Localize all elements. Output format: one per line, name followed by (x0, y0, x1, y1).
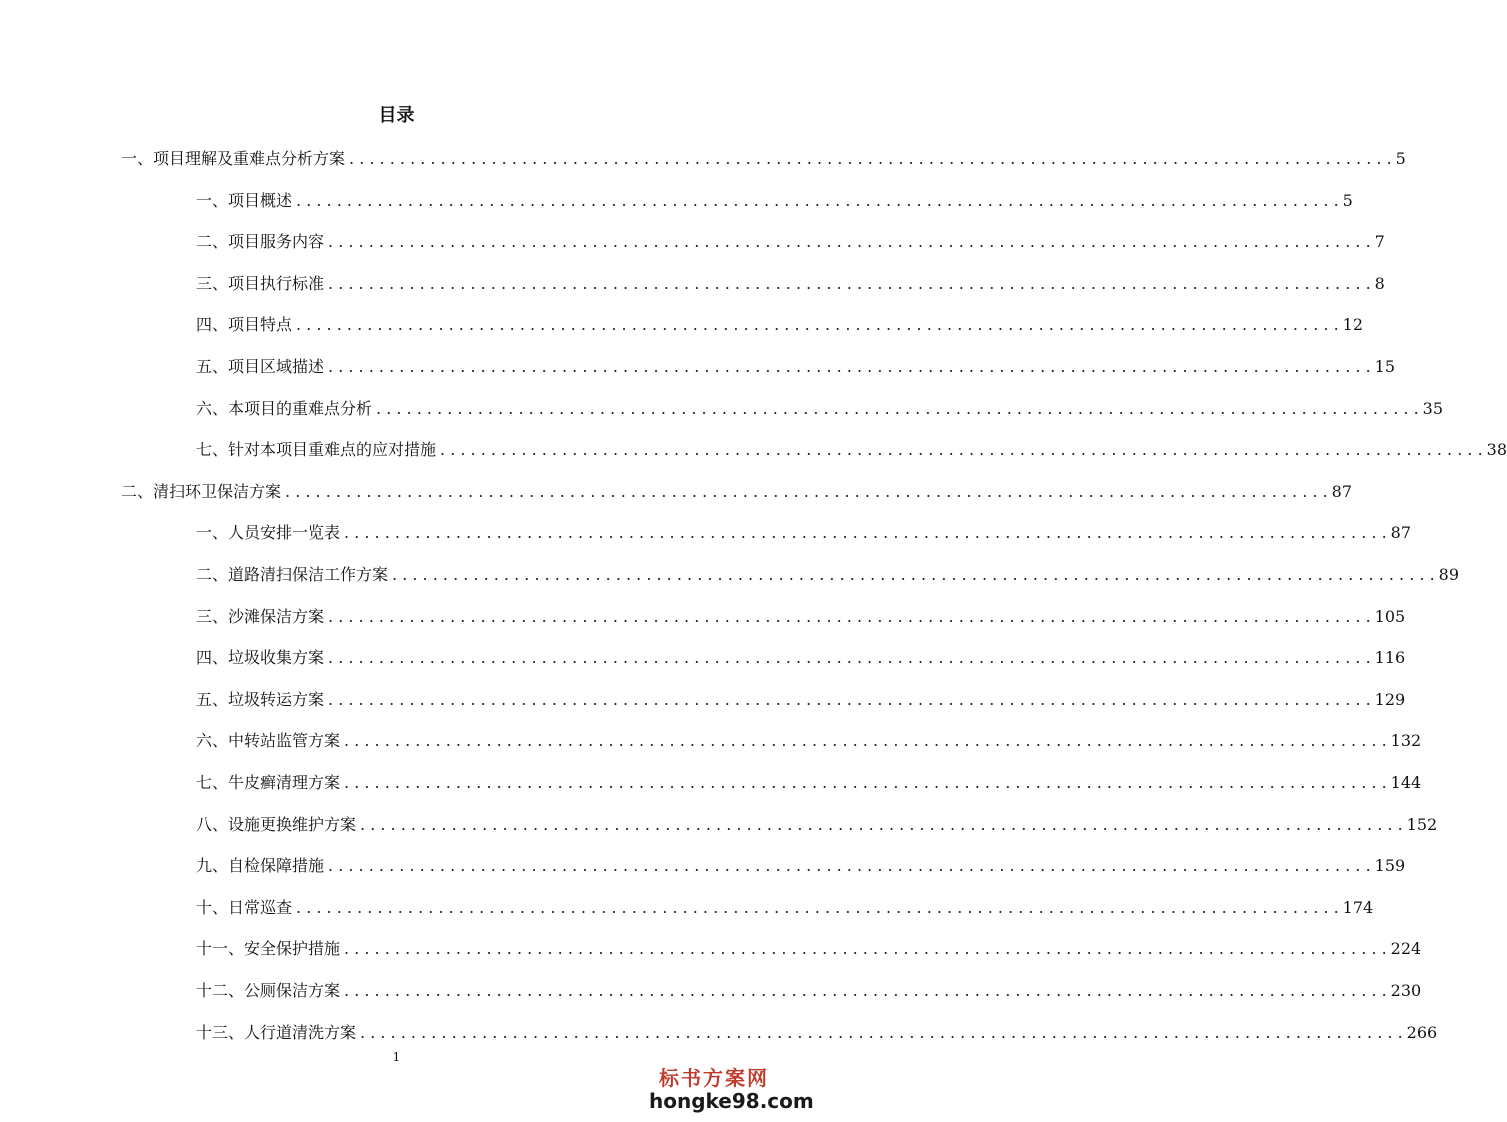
toc-entry[interactable] (196, 230, 1385, 254)
toc-entry-dot-leader (296, 313, 1339, 337)
toc-entry-number: 九、 (196, 856, 229, 876)
toc-entry-dot-leader (392, 563, 1435, 587)
toc-entry-dot-leader (344, 521, 1387, 545)
toc-entry-label: 设施更换维护方案 (228, 814, 357, 834)
toc-entry[interactable] (196, 397, 1444, 421)
toc-title: 目录 (378, 105, 415, 126)
toc-entry-number: 二、 (121, 481, 154, 501)
toc-entry-number: 五、 (196, 357, 229, 376)
toc-entry-number: 四、 (196, 315, 229, 335)
toc-entry-label: 牛皮癣清理方案 (228, 773, 341, 792)
toc-entry-number: 一、 (196, 190, 229, 210)
toc-entry-label: 项目执行标准 (228, 273, 325, 293)
toc-entry[interactable] (196, 1021, 1438, 1045)
toc-entry-page: 132 (1390, 731, 1422, 751)
toc-entry-label: 项目区域描述 (228, 357, 325, 376)
toc-entry-dot-leader (328, 646, 1371, 670)
toc-entry-page: 5 (1342, 190, 1353, 210)
toc-entry-label: 项目服务内容 (228, 232, 325, 252)
toc-entry-dot-leader (328, 605, 1371, 629)
toc-entry-page: 116 (1374, 648, 1406, 668)
toc-entry[interactable] (196, 521, 1412, 545)
toc-entry-label: 本项目的重难点分析 (228, 398, 373, 418)
toc-entry-label: 日常巡查 (228, 897, 293, 917)
toc-entry-dot-leader (328, 355, 1371, 379)
toc-entry-label: 项目特点 (228, 315, 293, 335)
toc-entry-label: 安全保护措施 (244, 939, 341, 959)
toc-entry-label: 项目理解及重难点分析方案 (153, 149, 346, 168)
toc-entry-label: 自检保障措施 (228, 856, 325, 876)
toc-entry-page: 89 (1438, 565, 1460, 584)
toc-entry-number: 七、 (196, 773, 229, 792)
toc-entry-dot-leader (360, 813, 1403, 837)
toc-entry[interactable] (196, 896, 1374, 920)
toc-entry-label: 道路清扫保洁工作方案 (228, 565, 389, 584)
toc-entry[interactable] (196, 854, 1406, 878)
toc-entry[interactable] (121, 147, 1406, 171)
toc-entry-number: 三、 (196, 273, 229, 293)
toc-entry-number: 十、 (196, 897, 229, 917)
toc-entry-page: 105 (1374, 606, 1406, 626)
toc-entry-label: 垃圾收集方案 (228, 648, 325, 668)
toc-entry-page: 5 (1395, 149, 1406, 168)
toc-entry-dot-leader (328, 230, 1371, 254)
toc-entry-number: 四、 (196, 648, 229, 668)
toc-entry-page: 152 (1406, 814, 1438, 834)
toc-entry-page: 8 (1374, 273, 1385, 293)
toc-entry[interactable] (196, 937, 1422, 961)
toc-entry[interactable] (196, 813, 1438, 837)
toc-entry-label: 中转站监管方案 (228, 731, 341, 751)
toc-entry-label: 清扫环卫保洁方案 (153, 481, 282, 501)
toc-entry[interactable] (196, 272, 1385, 296)
toc-entry-label: 项目概述 (228, 190, 293, 210)
toc-entry-number: 十二、 (196, 981, 245, 1000)
toc-entry-number: 一、 (121, 149, 154, 168)
toc-entry-number: 六、 (196, 398, 229, 418)
toc-entry-number: 八、 (196, 814, 229, 834)
toc-entry-number: 五、 (196, 689, 229, 709)
toc-entry[interactable] (196, 771, 1422, 795)
toc-entry[interactable] (196, 189, 1353, 213)
toc-entry-page: 144 (1390, 773, 1422, 792)
toc-entry-dot-leader (328, 688, 1371, 712)
toc-entry-dot-leader (344, 771, 1387, 795)
page-number: 1 (392, 1050, 401, 1064)
toc-entry-dot-leader (344, 729, 1387, 753)
toc-entry-dot-leader (344, 979, 1387, 1003)
toc-entry-number: 二、 (196, 232, 229, 252)
toc-entry-number: 六、 (196, 731, 229, 751)
toc-entry-number: 二、 (196, 565, 229, 584)
watermark-domain-text: hongke98.com (649, 1089, 814, 1113)
toc-entry-page: 35 (1422, 398, 1444, 418)
toc-entry-number: 七、 (196, 440, 229, 460)
toc-entry[interactable] (196, 355, 1396, 379)
toc-entry-dot-leader (296, 896, 1339, 920)
toc-entry[interactable] (196, 313, 1364, 337)
toc-entry-number: 三、 (196, 606, 229, 626)
toc-entry[interactable] (196, 438, 1507, 462)
toc-entry-dot-leader (376, 397, 1419, 421)
toc-entry-dot-leader (440, 438, 1483, 462)
toc-entry-label: 人员安排一览表 (228, 523, 341, 543)
toc-entry-dot-leader (344, 937, 1387, 961)
toc-entry-page: 266 (1406, 1022, 1438, 1042)
toc-entry-page: 230 (1390, 981, 1422, 1000)
toc-entry-label: 垃圾转运方案 (228, 689, 325, 709)
watermark-logo (649, 1066, 814, 1113)
toc-entry[interactable] (196, 605, 1406, 629)
toc-entry[interactable] (196, 646, 1406, 670)
toc-entry[interactable] (121, 480, 1353, 504)
toc-entry-dot-leader (296, 189, 1339, 213)
toc-entry-number: 十三、 (196, 1022, 245, 1042)
toc-entry[interactable] (196, 729, 1422, 753)
toc-entry-number: 十一、 (196, 939, 245, 959)
toc-entry-dot-leader (349, 147, 1392, 171)
toc-entry-dot-leader (328, 272, 1371, 296)
toc-entry-number: 一、 (196, 523, 229, 543)
toc-entry-label: 人行道清洗方案 (244, 1022, 357, 1042)
toc-entry-page: 159 (1374, 856, 1406, 876)
watermark-chinese-text: 标书方案网 (659, 1066, 769, 1090)
toc-entry[interactable] (196, 688, 1406, 712)
toc-entry-page: 38 (1486, 440, 1507, 460)
toc-entry-page: 174 (1342, 897, 1374, 917)
toc-entry[interactable] (196, 563, 1460, 587)
toc-entry-page: 224 (1390, 939, 1422, 959)
toc-entry-dot-leader (285, 480, 1328, 504)
toc-entry-page: 7 (1374, 232, 1385, 252)
toc-entry-label: 沙滩保洁方案 (228, 606, 325, 626)
toc-entry-label: 针对本项目重难点的应对措施 (228, 440, 437, 460)
toc-entry-page: 129 (1374, 689, 1406, 709)
toc-entry-page: 15 (1374, 357, 1396, 376)
toc-entry-dot-leader (360, 1021, 1403, 1045)
toc-entry-page: 87 (1390, 523, 1412, 543)
toc-entry-label: 公厕保洁方案 (244, 981, 341, 1000)
toc-entry-page: 87 (1331, 481, 1353, 501)
toc-entry-page: 12 (1342, 315, 1364, 335)
toc-entry[interactable] (196, 979, 1422, 1003)
toc-entry-dot-leader (328, 854, 1371, 878)
